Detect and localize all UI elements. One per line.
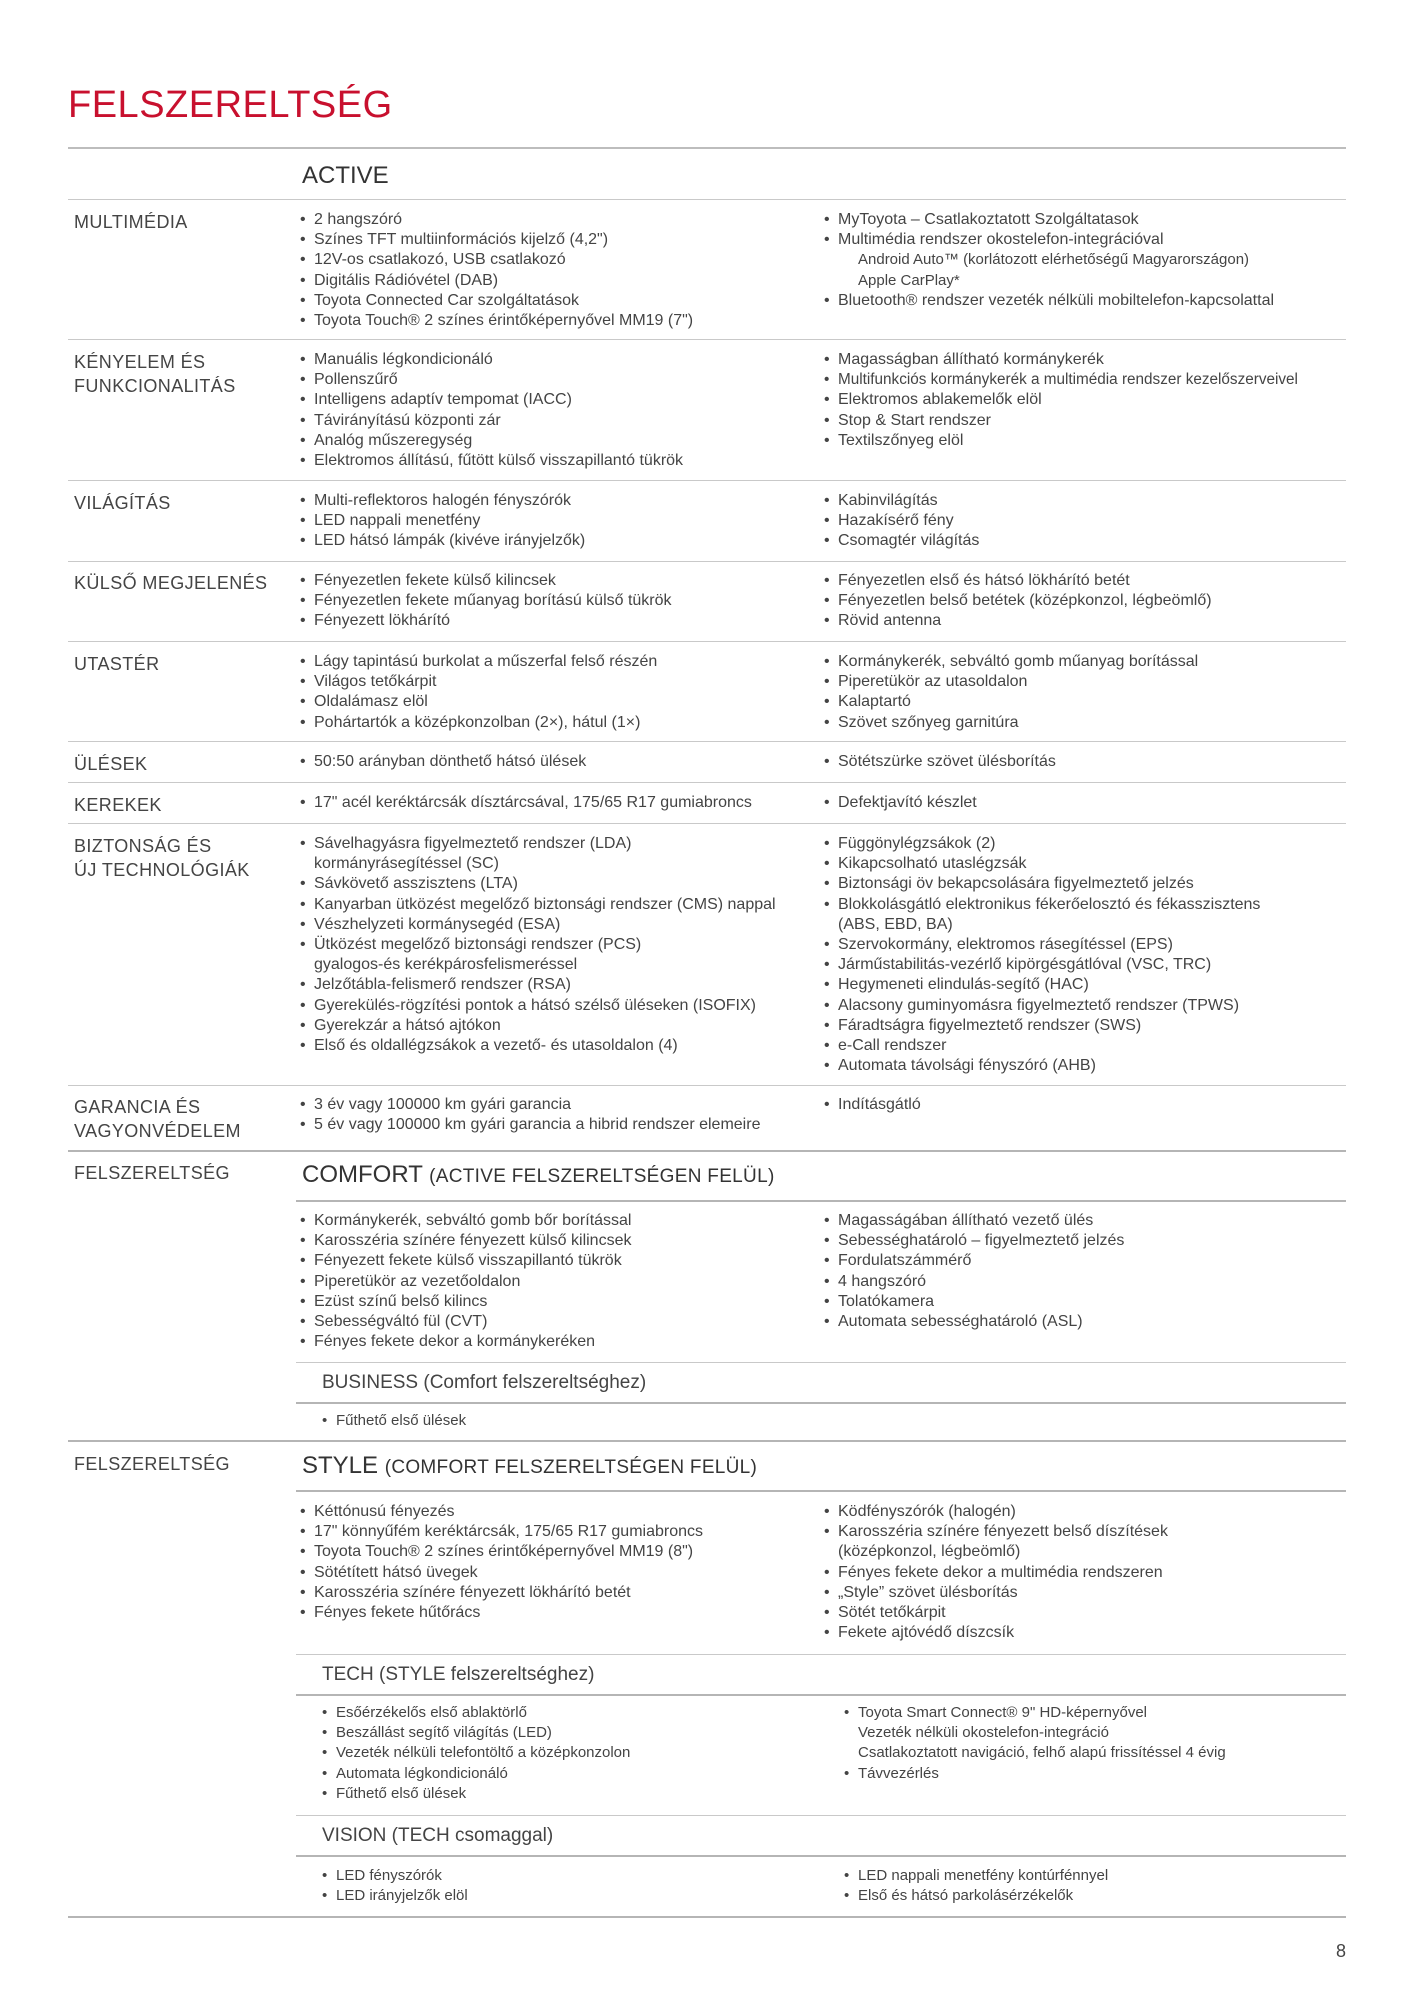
list-item: • 50:50 arányban dönthető hátsó ülések bbox=[300, 752, 820, 772]
list-item: • Beszállást segítő világítás (LED) bbox=[322, 1723, 842, 1743]
list-item: • Fordulatszámmérő bbox=[824, 1251, 1414, 1271]
list-item: • LED nappali menetfény bbox=[300, 511, 820, 531]
list-item: • Textilszőnyeg elöl bbox=[824, 431, 1414, 451]
list-item: • Ködfényszórók (halogén) bbox=[824, 1502, 1414, 1522]
list-item: • Blokkolásgátló elektronikus fékerőelosztó és fékasszisztens bbox=[824, 895, 1414, 915]
business-header: BUSINESS (Comfort felszereltséghez) bbox=[322, 1372, 647, 1393]
list-item: • Indításgátló bbox=[824, 1095, 1414, 1115]
row-label: GARANCIA ÉS VAGYONVÉDELEM bbox=[74, 1097, 241, 1141]
list-item: • Multimédia rendszer okostelefon-integrációval bbox=[824, 230, 1414, 250]
list-item: • Automata távolsági fényszóró (AHB) bbox=[824, 1056, 1414, 1076]
list-item: • LED fényszórók bbox=[322, 1866, 842, 1886]
list-item: • Sebességváltó fül (CVT) bbox=[300, 1312, 820, 1332]
divider bbox=[296, 1402, 1346, 1404]
list-item: • Függönylégzsákok (2) bbox=[824, 834, 1414, 854]
list-item: • Toyota Touch® 2 színes érintőképernyővel MM19 (7") bbox=[300, 311, 820, 331]
list-item: • Rövid antenna bbox=[824, 611, 1414, 631]
row-label: UTASTÉR bbox=[74, 654, 160, 674]
section-label: FELSZERELTSÉG bbox=[74, 1454, 230, 1474]
list-item: Vezeték nélküli okostelefon-integráció bbox=[858, 1724, 1109, 1742]
list-item: • Fényezetlen első és hátsó lökhárító betét bbox=[824, 571, 1414, 591]
list-item: • Kanyarban ütközést megelőző biztonsági rendszer (CMS) nappal bbox=[300, 895, 820, 915]
list-item: • 12V-os csatlakozó, USB csatlakozó bbox=[300, 250, 820, 270]
list-item: • Hazakísérő fény bbox=[824, 511, 1414, 531]
list-item: • Ütközést megelőző biztonsági rendszer (PCS) bbox=[300, 935, 820, 955]
list-item: • Automata légkondicionáló bbox=[322, 1764, 842, 1784]
list-item: • Kalaptartó bbox=[824, 692, 1414, 712]
list-item: • Gyerekzár a hátsó ajtókon bbox=[300, 1016, 820, 1036]
list-item: • Toyota Connected Car szolgáltatások bbox=[300, 291, 820, 311]
list-item: • Távvezérlés bbox=[844, 1764, 1414, 1784]
page-number: 8 bbox=[1335, 1941, 1346, 1961]
divider bbox=[296, 1694, 1346, 1696]
list-item: • Kikapcsolható utaslégzsák bbox=[824, 854, 1414, 874]
list-item: • Analóg műszeregység bbox=[300, 431, 820, 451]
list-item: • Színes TFT multiinformációs kijelző (4,2") bbox=[300, 230, 820, 250]
list-item: • Pohártartók a középkonzolban (2×), hátul (1×) bbox=[300, 713, 820, 733]
list-item: • Fényes fekete dekor a kormánykeréken bbox=[300, 1332, 820, 1352]
list-item: • Fényes fekete hűtőrács bbox=[300, 1603, 820, 1623]
list-item: • Toyota Touch® 2 színes érintőképernyővel MM19 (8") bbox=[300, 1542, 820, 1562]
divider bbox=[68, 1440, 1346, 1442]
divider bbox=[296, 1490, 1346, 1492]
list-item: • Piperetükör az vezetőoldalon bbox=[300, 1272, 820, 1292]
list-item: • Esőérzékelős első ablaktörlő bbox=[322, 1703, 842, 1723]
list-item: • Világos tetőkárpit bbox=[300, 672, 820, 692]
list-item: • 4 hangszóró bbox=[824, 1272, 1414, 1292]
list-item: • Elektromos állítású, fűtött külső visszapillantó tükrök bbox=[300, 451, 820, 471]
list-item: • 2 hangszóró bbox=[300, 210, 820, 230]
list-item: (ABS, EBD, BA) bbox=[838, 915, 953, 933]
list-item: • Fényezetlen fekete műanyag borítású külső tükrök bbox=[300, 591, 820, 611]
list-item: • Karosszéria színére fényezett belső díszítések bbox=[824, 1522, 1414, 1542]
list-item: • Tolatókamera bbox=[824, 1292, 1414, 1312]
list-item: • Magasságban állítható kormánykerék bbox=[824, 350, 1414, 370]
list-item: • Vészhelyzeti kormánysegéd (ESA) bbox=[300, 915, 820, 935]
list-item: • Sötétített hátsó üvegek bbox=[300, 1563, 820, 1583]
list-item: • 17" könnyűfém keréktárcsák, 175/65 R17 gumiabroncs bbox=[300, 1522, 820, 1542]
row-label: MULTIMÉDIA bbox=[74, 212, 188, 232]
list-item: • Bluetooth® rendszer vezeték nélküli mobiltelefon-kapcsolattal bbox=[824, 291, 1414, 311]
row-label: ÜLÉSEK bbox=[74, 754, 148, 774]
list-item: • LED hátsó lámpák (kivéve irányjelzők) bbox=[300, 531, 820, 551]
list-item: • Fényezett fekete külső visszapillantó tükrök bbox=[300, 1251, 820, 1271]
list-item: • Alacsony guminyomásra figyelmeztető rendszer (TPWS) bbox=[824, 996, 1414, 1016]
list-item: • Sávelhagyásra figyelmeztető rendszer (LDA) bbox=[300, 834, 820, 854]
list-item: • Karosszéria színére fényezett külső kilincsek bbox=[300, 1231, 820, 1251]
divider bbox=[296, 1200, 1346, 1202]
divider bbox=[68, 1916, 1346, 1918]
list-item: • Vezeték nélküli telefontöltő a középkonzolon bbox=[322, 1743, 842, 1763]
list-item: • Biztonsági öv bekapcsolására figyelmeztető jelzés bbox=[824, 874, 1414, 894]
row-label: KÜLSŐ MEGJELENÉS bbox=[74, 573, 268, 593]
list-item: • Gyerekülés-rögzítési pontok a hátsó szélső üléseken (ISOFIX) bbox=[300, 996, 820, 1016]
list-item: • Szövet szőnyeg garnitúra bbox=[824, 713, 1414, 733]
list-item: gyalogos-és kerékpárosfelismeréssel bbox=[314, 956, 578, 974]
divider bbox=[296, 1654, 1346, 1655]
list-item: • Piperetükör az utasoldalon bbox=[824, 672, 1414, 692]
list-item: Csatlakoztatott navigáció, felhő alapú frissítéssel 4 évig bbox=[858, 1744, 1226, 1762]
list-item: • Szervokormány, elektromos rásegítéssel (EPS) bbox=[824, 935, 1414, 955]
list-item: • Ezüst színű belső kilincs bbox=[300, 1292, 820, 1312]
list-item: • Pollenszűrő bbox=[300, 370, 820, 390]
list-item: (középkonzol, légbeömlő) bbox=[838, 1543, 1021, 1561]
list-item: • Első és oldallégzsákok a vezető- és utasoldalon (4) bbox=[300, 1036, 820, 1056]
list-item: • 17" acél keréktárcsák dísztárcsával, 175/65 R17 gumiabroncs bbox=[300, 793, 820, 813]
list-item: • Kormánykerék, sebváltó gomb műanyag borítással bbox=[824, 652, 1414, 672]
list-item: • Kéttónusú fényezés bbox=[300, 1502, 820, 1522]
list-item: Android Auto™ (korlátozott elérhetőségű Magyarországon) bbox=[858, 251, 1250, 269]
list-item: • Fekete ajtóvédő díszcsík bbox=[824, 1623, 1414, 1643]
list-item: • Jelzőtábla-felismerő rendszer (RSA) bbox=[300, 975, 820, 995]
list-item: • Fűthető első ülések bbox=[322, 1784, 842, 1804]
list-item: Apple CarPlay* bbox=[858, 271, 960, 289]
list-item: • Fényezett lökhárító bbox=[300, 611, 820, 631]
list-item: • 5 év vagy 100000 km gyári garancia a hibrid rendszer elemeire bbox=[300, 1115, 820, 1135]
list-item: • Elektromos ablakemelők elöl bbox=[824, 390, 1414, 410]
list-item: • Fényes fekete dekor a multimédia rendszeren bbox=[824, 1563, 1414, 1583]
list-item: kormányrásegítéssel (SC) bbox=[314, 855, 499, 873]
title-divider bbox=[68, 147, 1346, 149]
list-item: • e-Call rendszer bbox=[824, 1036, 1414, 1056]
list-item: • Csomagtér világítás bbox=[824, 531, 1414, 551]
list-item: • LED nappali menetfény kontúrfénnyel bbox=[844, 1866, 1414, 1886]
list-item: • Magasságában állítható vezető ülés bbox=[824, 1211, 1414, 1231]
style-header: STYLE (COMFORT FELSZERELTSÉGEN FELÜL) bbox=[302, 1452, 758, 1479]
list-item: • Sötét tetőkárpit bbox=[824, 1603, 1414, 1623]
list-item: • Fűthető első ülések bbox=[322, 1411, 842, 1431]
list-item: • Fáradtságra figyelmeztető rendszer (SWS) bbox=[824, 1016, 1414, 1036]
list-item: • Kormánykerék, sebváltó gomb bőr borítással bbox=[300, 1211, 820, 1231]
list-item: • Lágy tapintású burkolat a műszerfal felső részén bbox=[300, 652, 820, 672]
list-item: • Toyota Smart Connect® 9" HD-képernyővel bbox=[844, 1703, 1414, 1723]
list-item: • Multi-reflektoros halogén fényszórók bbox=[300, 491, 820, 511]
page-title: FELSZERELTSÉG bbox=[68, 84, 393, 126]
list-item: • Intelligens adaptív tempomat (IACC) bbox=[300, 390, 820, 410]
list-item: • Multifunkciós kormánykerék a multimédia rendszer kezelőszerveivel bbox=[824, 370, 1414, 390]
list-item: • LED irányjelzők elöl bbox=[322, 1886, 842, 1906]
row-label: KEREKEK bbox=[74, 795, 162, 815]
row-label: KÉNYELEM ÉS FUNKCIONALITÁS bbox=[74, 352, 236, 396]
list-item: • Digitális Rádióvétel (DAB) bbox=[300, 271, 820, 291]
list-item: • Kabinvilágítás bbox=[824, 491, 1414, 511]
list-item: • 3 év vagy 100000 km gyári garancia bbox=[300, 1095, 820, 1115]
tech-header: TECH (STYLE felszereltséghez) bbox=[322, 1664, 595, 1685]
vision-header: VISION (TECH csomaggal) bbox=[322, 1825, 554, 1846]
divider bbox=[68, 199, 1346, 200]
divider bbox=[296, 1362, 1346, 1363]
list-item: • Első és hátsó parkolásérzékelők bbox=[844, 1886, 1414, 1906]
divider bbox=[296, 1855, 1346, 1857]
list-item: • Fényezetlen fekete külső kilincsek bbox=[300, 571, 820, 591]
section-label: FELSZERELTSÉG bbox=[74, 1163, 230, 1183]
list-item: • Járműstabilitás-vezérlő kipörgésgátlóval (VSC, TRC) bbox=[824, 955, 1414, 975]
list-item: • „Style” szövet ülésborítás bbox=[824, 1583, 1414, 1603]
list-item: • Hegymeneti elindulás-segítő (HAC) bbox=[824, 975, 1414, 995]
active-header: ACTIVE bbox=[302, 162, 389, 189]
list-item: • MyToyota – Csatlakoztatott Szolgáltatasok bbox=[824, 210, 1414, 230]
list-item: • Fényezetlen belső betétek (középkonzol, légbeömlő) bbox=[824, 591, 1414, 611]
list-item: • Karosszéria színére fényezett lökhárító betét bbox=[300, 1583, 820, 1603]
list-item: • Sebességhatároló – figyelmeztető jelzés bbox=[824, 1231, 1414, 1251]
comfort-header: COMFORT (ACTIVE FELSZERELTSÉGEN FELÜL) bbox=[302, 1161, 775, 1188]
list-item: • Sötétszürke szövet ülésborítás bbox=[824, 752, 1414, 772]
list-item: • Oldalámasz elöl bbox=[300, 692, 820, 712]
row-label: BIZTONSÁG ÉS ÚJ TECHNOLÓGIÁK bbox=[74, 836, 250, 880]
list-item: • Defektjavító készlet bbox=[824, 793, 1414, 813]
row-label: VILÁGÍTÁS bbox=[74, 493, 171, 513]
list-item: • Sávkövető asszisztens (LTA) bbox=[300, 874, 820, 894]
list-item: • Automata sebességhatároló (ASL) bbox=[824, 1312, 1414, 1332]
list-item: • Távirányítású központi zár bbox=[300, 411, 820, 431]
list-item: • Manuális légkondicionáló bbox=[300, 350, 820, 370]
list-item: • Stop & Start rendszer bbox=[824, 411, 1414, 431]
divider bbox=[296, 1815, 1346, 1816]
